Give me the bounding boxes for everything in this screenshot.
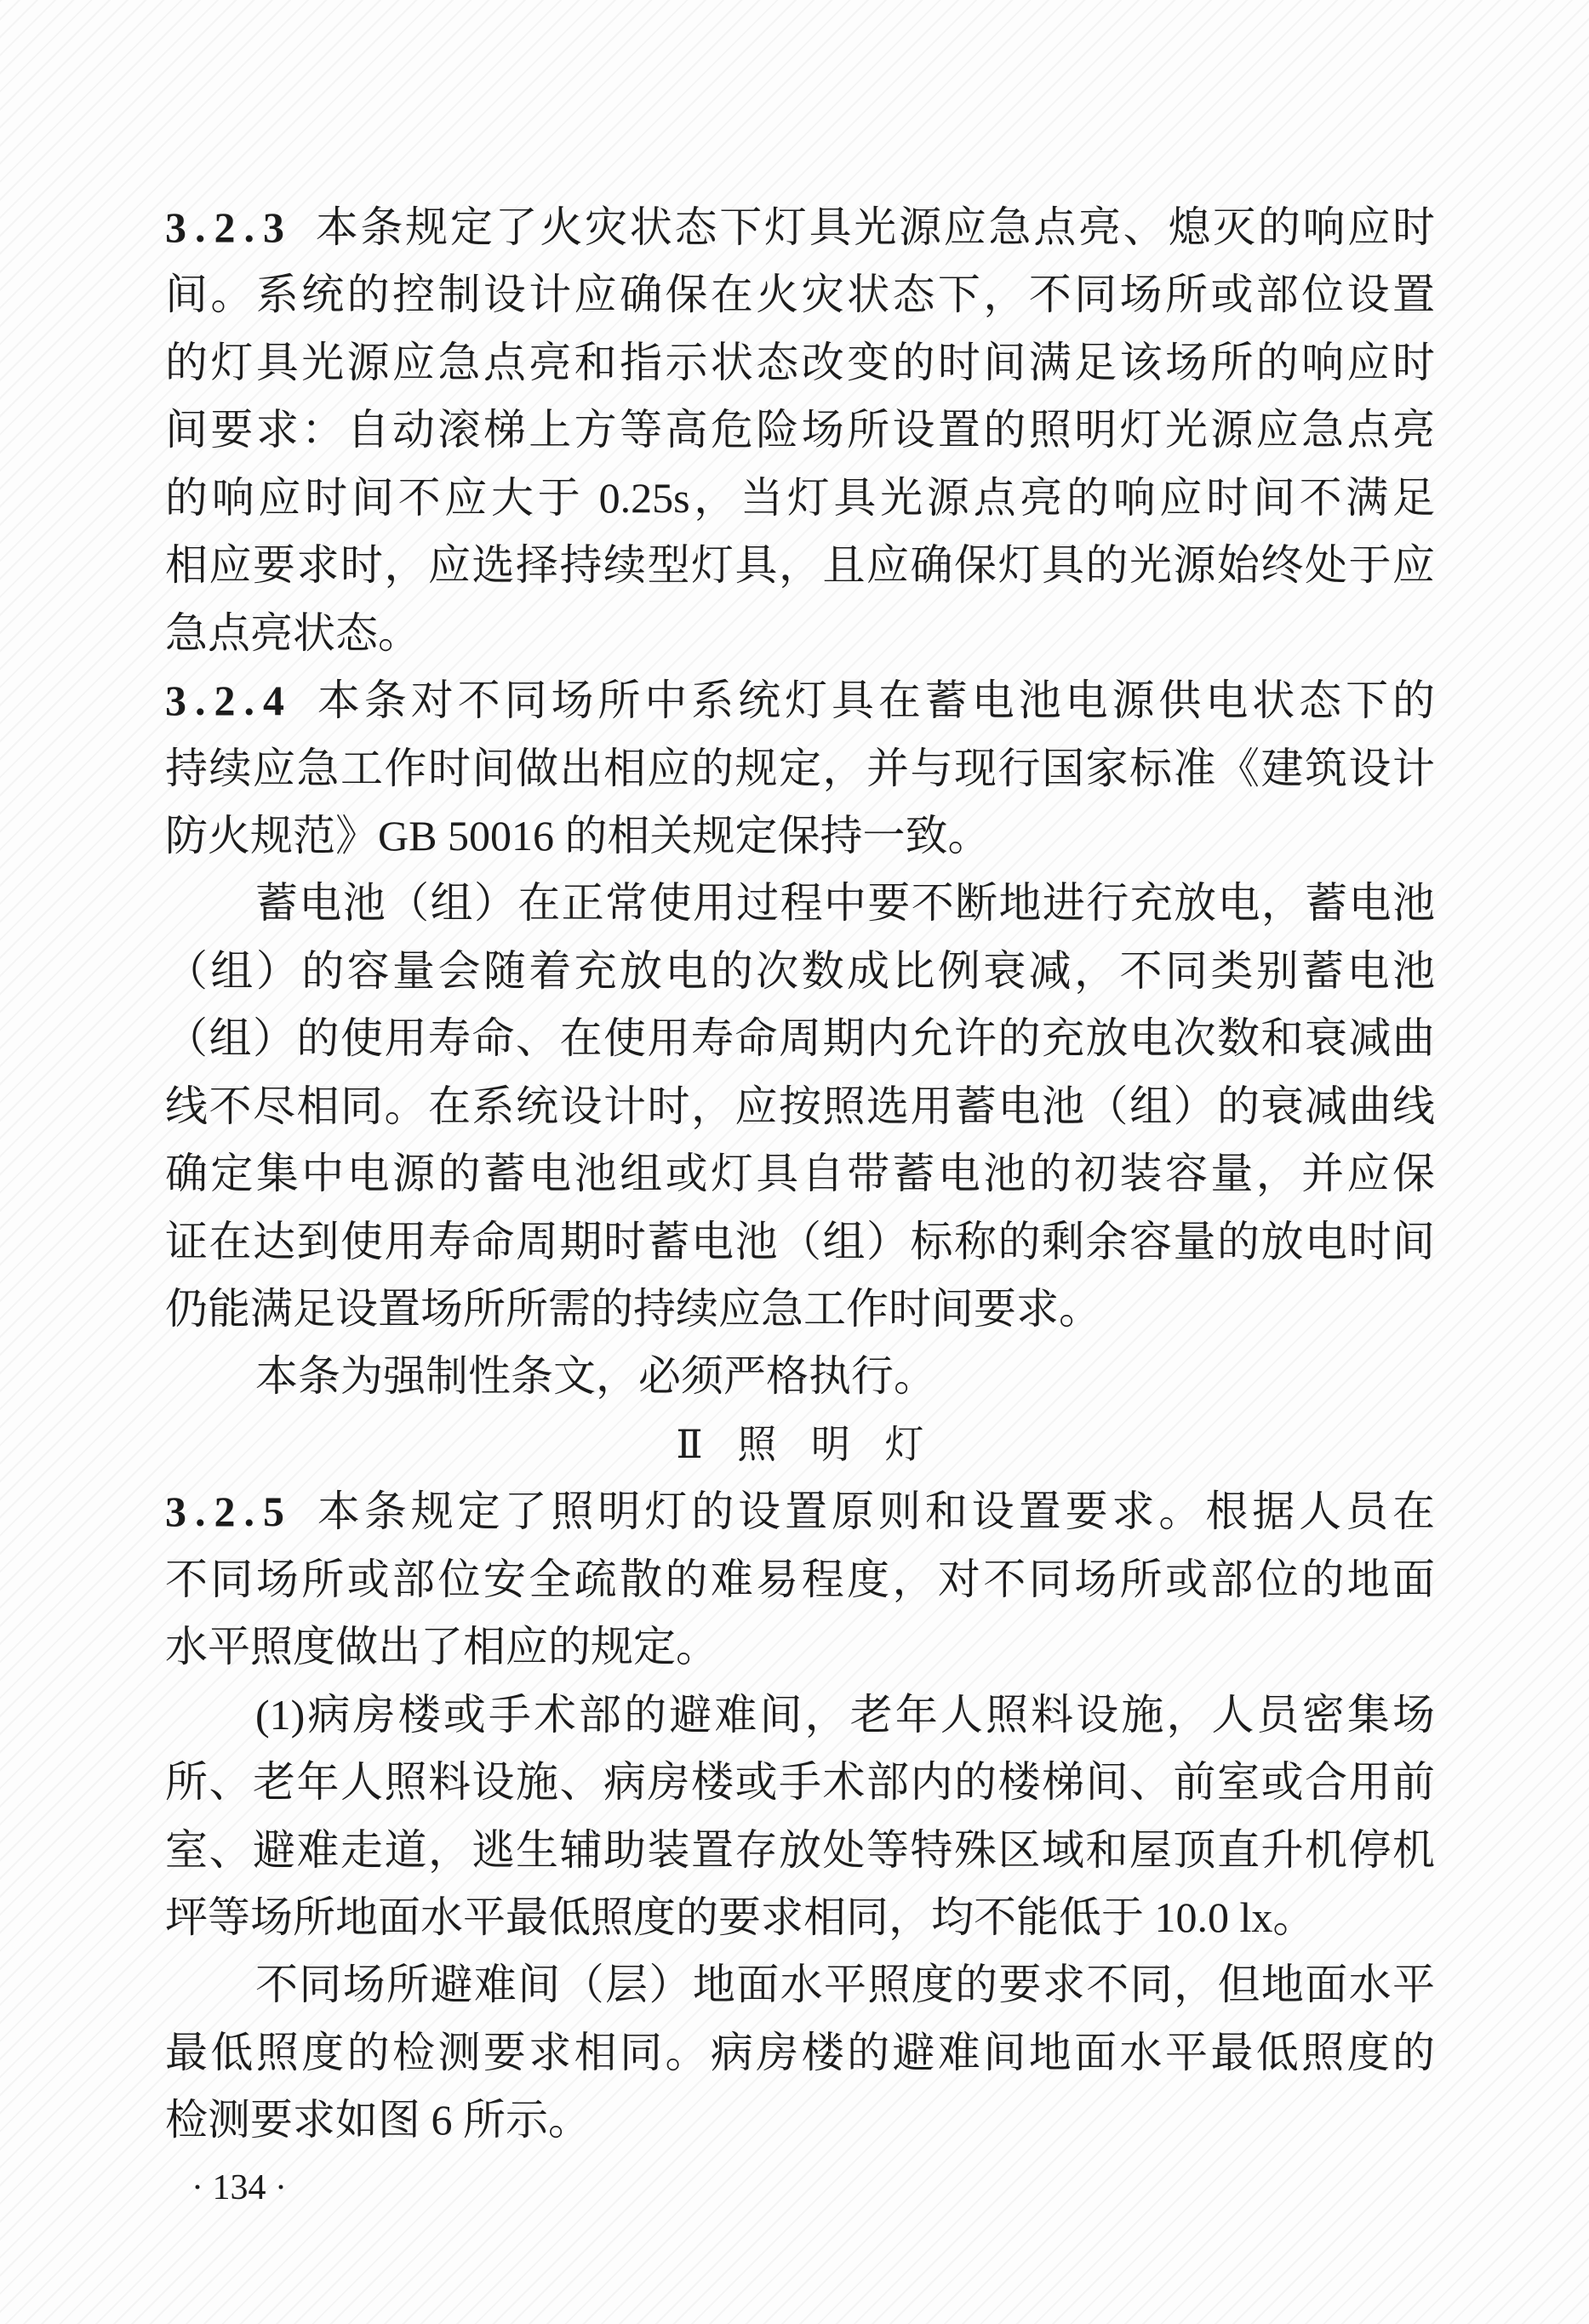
text-line [165, 1478, 1435, 1545]
text-line: （组）的容量会随着充放电的次数成比例衰减，不同类别蓄电池 [165, 946, 1435, 995]
text-line: 蓄电池（组）在正常使用过程中要不断地进行充放电，蓄电池 [255, 879, 1435, 928]
section-heading: Ⅱ 照 明 灯 [676, 1420, 924, 1467]
clause-text: 本条规定了火灾状态下灯具光源应急点亮、熄灭的响应时 [313, 203, 1435, 251]
clause-3-2-5 [165, 1478, 1435, 2154]
text-line [165, 667, 1435, 734]
clause-text: 本条对不同场所中系统灯具在蓄电池电源供电状态下的 [313, 677, 1435, 725]
text-line: 线不尽相同。在系统设计时，应按照选用蓄电池（组）的衰减曲线 [165, 1082, 1435, 1130]
text-line: (1)病房楼或手术部的避难间，老年人照料设施，人员密集场 [255, 1690, 1435, 1739]
clause-3-2-3 [165, 194, 1435, 667]
text-line: 确定集中电源的蓄电池组或灯具自带蓄电池的初装容量，并应保 [165, 1150, 1435, 1198]
text-line: 急点亮状态。 [165, 608, 420, 657]
text-line: 证在达到使用寿命周期时蓄电池（组）标称的剩余容量的放电时间 [165, 1217, 1435, 1265]
text-line: 相应要求时，应选择持续型灯具，且应确保灯具的光源始终处于应 [165, 541, 1435, 590]
text-line: 最低照度的检测要求相同。病房楼的避难间地面水平最低照度的 [165, 2028, 1435, 2076]
text-line: （组）的使用寿命、在使用寿命周期内允许的充放电次数和衰减曲 [165, 1014, 1435, 1063]
text-line: 的灯具光源应急点亮和指示状态改变的时间满足该场所的响应时 [165, 338, 1435, 386]
text-line: 间要求：自动滚梯上方等高危险场所设置的照明灯光源应急点亮 [165, 406, 1435, 454]
clause-text: 本条规定了照明灯的设置原则和设置要求。根据人员在 [313, 1487, 1435, 1536]
clause-number: 3.2.4 [165, 677, 293, 725]
page-number: · 134 · [191, 2167, 287, 2207]
clause-number: 3.2.5 [165, 1487, 293, 1536]
text-line: 防火规范》GB 50016 的相关规定保持一致。 [165, 811, 991, 859]
text-line: 持续应急工作时间做出相应的规定，并与现行国家标准《建筑设计 [165, 744, 1435, 792]
text-line: 本条为强制性条文，必须严格执行。 [255, 1352, 936, 1401]
text-line: 所、老年人照料设施、病房楼或手术部内的楼梯间、前室或合用前 [165, 1758, 1435, 1807]
text-line: 检测要求如图 6 所示。 [165, 2096, 591, 2144]
clause-number: 3.2.3 [165, 203, 293, 251]
text-line: 仍能满足设置场所所需的持续应急工作时间要求。 [165, 1285, 1101, 1333]
text-line: 的响应时间不应大于 0.25s，当灯具光源点亮的响应时间不满足 [165, 473, 1435, 522]
clause-3-2-4 [165, 667, 1435, 1411]
text-line: 不同场所避难间（层）地面水平照度的要求不同，但地面水平 [255, 1961, 1435, 2009]
text-line: 不同场所或部位安全疏散的难易程度，对不同场所或部位的地面 [165, 1555, 1435, 1603]
text-line: 水平照度做出了相应的规定。 [165, 1623, 718, 1671]
text-line [165, 194, 1435, 261]
text-line: 间。系统的控制设计应确保在火灾状态下，不同场所或部位设置 [165, 271, 1435, 319]
document-body [165, 194, 1435, 2222]
text-line: 坪等场所地面水平最低照度的要求相同，均不能低于 10.0 lx。 [165, 1893, 1316, 1941]
text-line: 室、避难走道，逃生辅助装置存放处等特殊区域和屋顶直升机停机 [165, 1825, 1435, 1874]
